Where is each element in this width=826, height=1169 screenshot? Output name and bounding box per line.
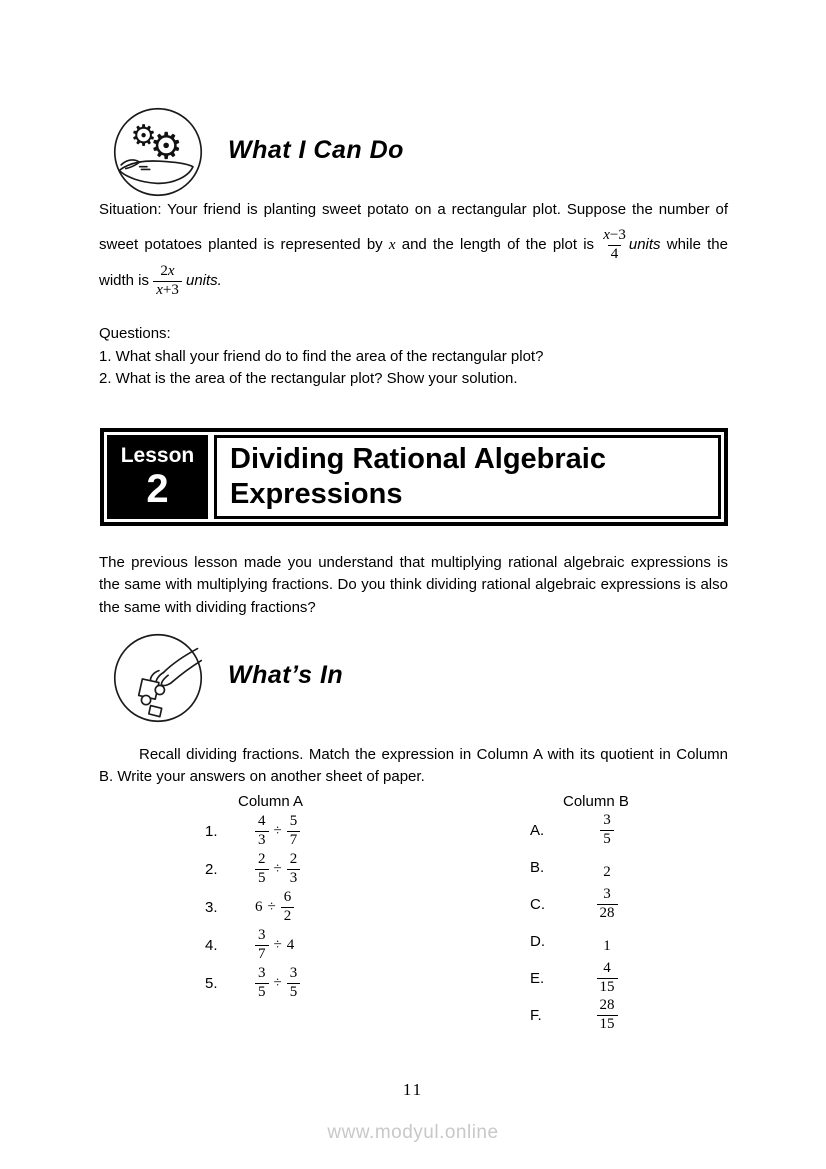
column-b-item-c: C. $\frac{3}{28}$ <box>530 886 624 923</box>
situation-paragraph: Situation: Your friend is planting sweet potato on a rectangular plot. Suppose the number of sweet potatoes planted is represented by x and the length of the plot is $\frac{x-3}{4}$ units while the width is $\frac{2x}{x+3}$ units. <box>99 201 728 298</box>
column-b-list <box>530 812 624 1034</box>
svg-text:⚙: ⚙ <box>130 118 157 153</box>
lesson-label: Lesson <box>120 444 195 468</box>
divide-sign: ÷ <box>273 974 282 991</box>
hand-puzzle-icon <box>112 632 204 729</box>
lesson-title-line1: Dividing Rational Algebraic <box>230 443 606 476</box>
gears-on-hand-icon <box>112 106 204 203</box>
question-2: 2. What is the area of the rectangular plot? Show your solution. <box>99 370 518 387</box>
column-b-item-d: D. 1 <box>530 933 611 954</box>
column-b-item-e: E. $\frac{4}{15}$ <box>530 960 624 997</box>
column-a-item-3: 3. 6 ÷ $\frac{6}{2}$ <box>205 888 300 926</box>
lesson-banner <box>100 428 728 526</box>
column-a-item-5: 5. $\frac{3}{5}$ ÷ $\frac{3}{5}$ <box>205 964 300 1002</box>
divide-sign: ÷ <box>273 822 282 839</box>
lesson-number: 2 <box>146 466 169 511</box>
column-a-header: Column A <box>238 793 304 810</box>
svg-text:⚙: ⚙ <box>149 124 183 168</box>
column-a-item-4: 4. $\frac{3}{7}$ ÷ 4 <box>205 926 295 962</box>
column-a-item-2: 2. $\frac{2}{5}$ ÷ $\frac{2}{3}$ <box>205 850 300 888</box>
divide-sign: ÷ <box>267 898 276 915</box>
lesson-title-box <box>214 435 721 519</box>
lesson-number-badge <box>107 435 208 519</box>
recall-instructions: Recall dividing fractions. Match the expression in Column A with its quotient in Column B. Write your answers on another sheet of paper. <box>99 746 728 786</box>
column-b-item-f: F. $\frac{28}{15}$ <box>530 997 624 1034</box>
column-a-item-1: 1. $\frac{4}{3}$ ÷ $\frac{5}{7}$ <box>205 812 300 850</box>
questions-block <box>99 323 543 391</box>
questions-label: Questions: <box>99 325 171 342</box>
column-b-item-b: B. 2 <box>530 859 611 880</box>
divide-sign: ÷ <box>273 936 282 953</box>
divide-sign: ÷ <box>273 860 282 877</box>
lesson-title-line2: Expressions <box>230 478 403 510</box>
column-b-item-a: A. $\frac{3}{5}$ <box>530 812 624 849</box>
whats-in-heading: What’s In <box>228 661 344 689</box>
column-a-list <box>205 812 300 1002</box>
page-number: 11 <box>402 1080 424 1099</box>
length-fraction: $\frac{x-3}{4}$ <box>603 226 626 262</box>
what-i-can-do-heading: What I Can Do <box>228 136 404 164</box>
watermark: www.modyul.online <box>327 1122 499 1143</box>
lesson-intro-paragraph: The previous lesson made you understand that multiplying rational algebraic expressions is the same with multiplying fractions. Do you think dividing rational algebraic expressions is also the same with dividing fractions? <box>99 554 728 616</box>
width-fraction: $\frac{2x}{x+3}$ <box>153 264 182 299</box>
column-b-header: Column B <box>563 793 629 810</box>
question-1: 1. What shall your friend do to find the area of the rectangular plot? <box>99 347 544 365</box>
